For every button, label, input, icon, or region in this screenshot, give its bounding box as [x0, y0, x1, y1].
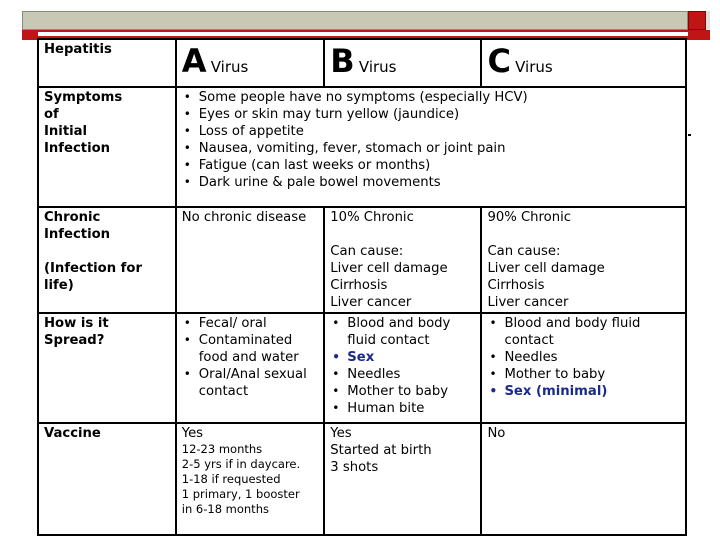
symptoms-row [38, 87, 686, 207]
can-cause-label: Can cause: [330, 244, 404, 259]
schedule-line: 1 primary, 1 booster [181, 487, 300, 501]
list-item-emphasis: • Sex (minimal) [487, 383, 680, 400]
vaccine-line: Yes [330, 426, 352, 441]
column-header-a [176, 39, 325, 87]
title-bar-decoration [22, 11, 688, 30]
vaccine-label: Vaccine [38, 423, 176, 535]
list-item-emphasis: • Sex [330, 349, 475, 366]
label-line: Initial [44, 124, 88, 139]
effect-line: Cirrhosis [330, 278, 388, 293]
can-cause-label: Can cause: [487, 244, 561, 259]
title-bar-edge [706, 11, 710, 30]
spread-a [176, 313, 325, 423]
vaccine-b [324, 423, 481, 535]
chronic-label [38, 207, 176, 313]
vaccine-c: No [481, 423, 686, 535]
list-item: • Loss of appetite [182, 123, 680, 140]
label-line: Infection [44, 141, 111, 156]
list-item: • Some people have no symptoms (especially HCV) [182, 89, 680, 106]
schedule-line: 1-18 if requested [181, 472, 281, 486]
column-header-b [324, 39, 481, 87]
chronic-c [481, 207, 686, 313]
column-letter: C [487, 42, 511, 80]
chronic-row [38, 207, 686, 313]
spacer [487, 226, 680, 243]
spread-label [38, 313, 176, 423]
list-item: • Human bite [330, 400, 475, 417]
list-item: • Oral/Anal sexual contact [182, 366, 319, 400]
spread-b [324, 313, 481, 423]
symptoms-label [38, 87, 176, 207]
list-item: • Nausea, vomiting, fever, stomach or joint pain [182, 140, 680, 157]
symptoms-content [176, 87, 686, 207]
list-item: • Needles [330, 366, 475, 383]
label-line: (Infection for [44, 261, 142, 276]
list-item: • Dark urine & pale bowel movements [182, 174, 680, 191]
spacer [330, 226, 475, 243]
chronic-b [324, 207, 481, 313]
header-row [38, 39, 686, 87]
effect-line: Liver cancer [487, 295, 569, 310]
label-line: Chronic [44, 210, 101, 225]
schedule-line: 12-23 months [181, 442, 263, 456]
label-line: Spread? [44, 333, 105, 348]
list-item: • Needles [487, 349, 680, 366]
label-spacer [44, 243, 170, 260]
slide-inner-border [38, 32, 688, 36]
spread-a-list [182, 315, 319, 400]
vaccine-line: 3 shots [330, 460, 379, 475]
column-letter: A [181, 42, 207, 80]
table-title: Hepatitis [38, 39, 176, 87]
vaccine-answer: Yes [181, 426, 204, 441]
column-word: Virus [358, 58, 397, 76]
label-line: life) [44, 278, 74, 293]
title-bar-red-block [688, 11, 706, 30]
list-item: • Blood and body fluid contact [330, 315, 475, 349]
list-item: • Fatigue (can last weeks or months) [182, 157, 680, 174]
effect-line: Liver cell damage [487, 261, 605, 276]
chronic-rate: 10% Chronic [330, 210, 414, 225]
schedule-line: in 6-18 months [181, 502, 269, 516]
effect-line: Cirrhosis [487, 278, 545, 293]
label-line: Symptoms [44, 90, 123, 105]
list-item: • Eyes or skin may turn yellow (jaundice) [182, 106, 680, 123]
list-item: • Fecal/ oral [182, 315, 319, 332]
vaccine-a [176, 423, 325, 535]
schedule-line: 2-5 yrs if in daycare. [181, 457, 301, 471]
label-line: of [44, 107, 59, 122]
column-letter: B [330, 42, 355, 80]
column-header-c [481, 39, 686, 87]
spread-row [38, 313, 686, 423]
label-line: How is it [44, 316, 109, 331]
list-item: • Contaminated food and water [182, 332, 319, 366]
chronic-a: No chronic disease [176, 207, 325, 313]
column-word: Virus [515, 58, 553, 76]
spread-c-list [487, 315, 680, 400]
hepatitis-table [37, 38, 687, 536]
list-item: • Mother to baby [330, 383, 475, 400]
vaccine-row [38, 423, 686, 535]
list-item: • Blood and body fluid contact [487, 315, 680, 349]
column-word: Virus [210, 58, 249, 76]
vaccine-line: Started at birth [330, 443, 432, 458]
symptoms-list [182, 89, 680, 191]
label-line: Infection [44, 227, 111, 242]
chronic-rate: 90% Chronic [487, 210, 571, 225]
effect-line: Liver cancer [330, 295, 412, 310]
list-item: • Mother to baby [487, 366, 680, 383]
effect-line: Liver cell damage [330, 261, 448, 276]
side-tick-mark [688, 134, 691, 136]
spread-b-list [330, 315, 475, 417]
spread-c [481, 313, 686, 423]
